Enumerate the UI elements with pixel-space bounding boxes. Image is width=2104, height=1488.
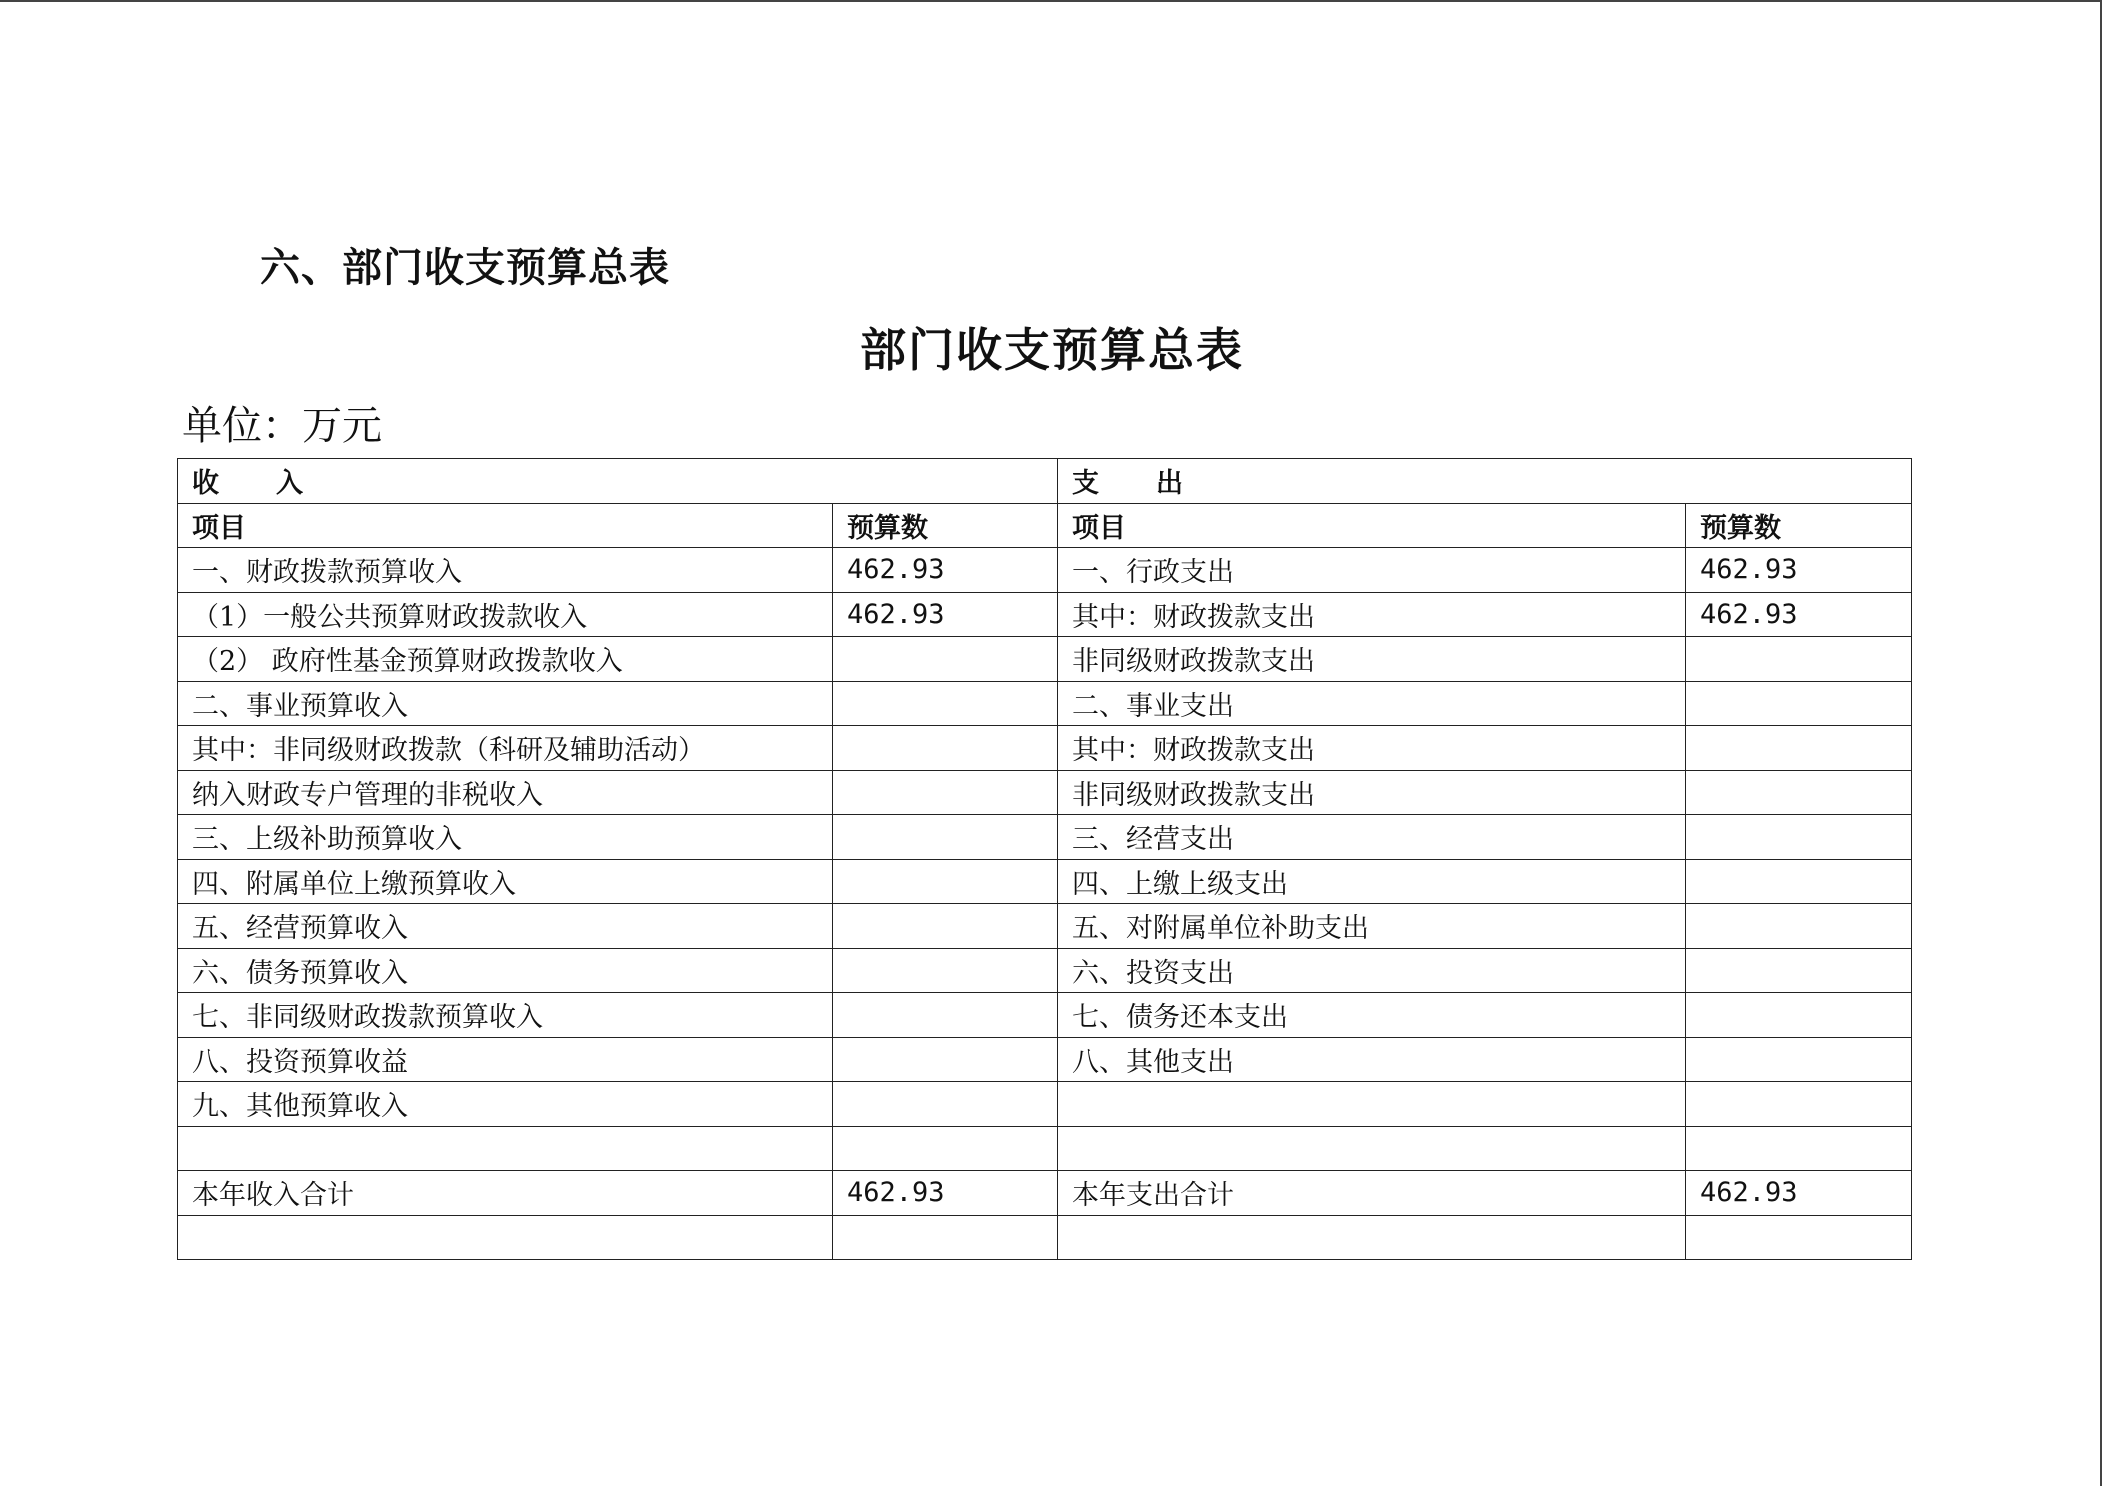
unit-label: 单位：万元: [182, 403, 382, 449]
table-row: [178, 904, 1912, 949]
table-row: [178, 681, 1912, 726]
income-item-cell: [178, 1126, 833, 1171]
expense-item-cell: 七、债务还本支出: [1058, 993, 1686, 1038]
expense-amount-cell: [1686, 993, 1912, 1038]
group-header-row: [178, 459, 1912, 504]
expense-item-cell: 四、上缴上级支出: [1058, 859, 1686, 904]
income-item-cell: 本年收入合计: [178, 1171, 833, 1216]
income-amount-cell: [833, 948, 1058, 993]
income-amount-cell: [833, 993, 1058, 1038]
income-amount-header: 预算数: [833, 503, 1058, 548]
expense-amount-cell: [1686, 859, 1912, 904]
table-row: [178, 592, 1912, 637]
budget-summary-table: [177, 458, 1912, 1260]
income-amount-cell: [833, 1082, 1058, 1127]
table-row: [178, 637, 1912, 682]
income-amount-cell: [833, 1215, 1058, 1260]
table-row: [178, 1082, 1912, 1127]
income-amount-cell: [833, 815, 1058, 860]
income-amount-cell: [833, 904, 1058, 949]
income-item-header: 项目: [178, 503, 833, 548]
expense-item-cell: 三、经营支出: [1058, 815, 1686, 860]
expense-item-cell: 非同级财政拨款支出: [1058, 637, 1686, 682]
expense-amount-cell: [1686, 637, 1912, 682]
income-item-cell: 一、财政拨款预算收入: [178, 548, 833, 593]
income-item-cell: 五、经营预算收入: [178, 904, 833, 949]
expense-amount-cell: 462.93: [1686, 1171, 1912, 1216]
income-amount-cell: [833, 1126, 1058, 1171]
income-item-cell: 二、事业预算收入: [178, 681, 833, 726]
income-amount-cell: 462.93: [833, 592, 1058, 637]
expense-amount-cell: [1686, 770, 1912, 815]
income-amount-cell: 462.93: [833, 1171, 1058, 1216]
column-header-row: [178, 503, 1912, 548]
table-title: 部门收支预算总表: [860, 323, 1244, 377]
income-item-cell: 七、非同级财政拨款预算收入: [178, 993, 833, 1038]
table-row: [178, 726, 1912, 771]
expense-item-cell: [1058, 1126, 1686, 1171]
expense-item-cell: 二、事业支出: [1058, 681, 1686, 726]
income-amount-cell: [833, 859, 1058, 904]
expense-amount-cell: [1686, 1082, 1912, 1127]
section-heading: 六、部门收支预算总表: [260, 245, 670, 291]
expense-item-cell: [1058, 1215, 1686, 1260]
expense-group-header: 支 出: [1058, 459, 1912, 504]
income-item-cell: [178, 1215, 833, 1260]
table-row: [178, 1171, 1912, 1216]
expense-amount-header: 预算数: [1686, 503, 1912, 548]
income-amount-cell: [833, 637, 1058, 682]
table-row: [178, 1037, 1912, 1082]
income-item-cell: 其中：非同级财政拨款（科研及辅助活动）: [178, 726, 833, 771]
expense-amount-cell: [1686, 948, 1912, 993]
income-amount-cell: 462.93: [833, 548, 1058, 593]
income-item-cell: （1）一般公共预算财政拨款收入: [178, 592, 833, 637]
expense-item-cell: 本年支出合计: [1058, 1171, 1686, 1216]
expense-item-cell: 五、对附属单位补助支出: [1058, 904, 1686, 949]
expense-item-cell: 六、投资支出: [1058, 948, 1686, 993]
expense-amount-cell: [1686, 1215, 1912, 1260]
table-row: [178, 993, 1912, 1038]
income-item-cell: 九、其他预算收入: [178, 1082, 833, 1127]
income-item-cell: 三、上级补助预算收入: [178, 815, 833, 860]
income-item-cell: 六、债务预算收入: [178, 948, 833, 993]
income-amount-cell: [833, 726, 1058, 771]
expense-amount-cell: 462.93: [1686, 548, 1912, 593]
income-item-cell: （2） 政府性基金预算财政拨款收入: [178, 637, 833, 682]
income-item-cell: 八、投资预算收益: [178, 1037, 833, 1082]
income-group-header: 收 入: [178, 459, 1058, 504]
table-row: [178, 948, 1912, 993]
income-item-cell: 纳入财政专户管理的非税收入: [178, 770, 833, 815]
expense-amount-cell: [1686, 726, 1912, 771]
expense-item-cell: 其中：财政拨款支出: [1058, 726, 1686, 771]
expense-amount-cell: 462.93: [1686, 592, 1912, 637]
expense-item-cell: [1058, 1082, 1686, 1127]
expense-amount-cell: [1686, 1037, 1912, 1082]
table-row: [178, 1126, 1912, 1171]
expense-item-cell: 一、行政支出: [1058, 548, 1686, 593]
expense-amount-cell: [1686, 1126, 1912, 1171]
income-item-cell: 四、附属单位上缴预算收入: [178, 859, 833, 904]
income-amount-cell: [833, 770, 1058, 815]
expense-item-cell: 八、其他支出: [1058, 1037, 1686, 1082]
table-row: [178, 815, 1912, 860]
expense-item-cell: 其中：财政拨款支出: [1058, 592, 1686, 637]
expense-amount-cell: [1686, 681, 1912, 726]
table-row: [178, 1215, 1912, 1260]
table-row: [178, 548, 1912, 593]
expense-amount-cell: [1686, 904, 1912, 949]
expense-item-cell: 非同级财政拨款支出: [1058, 770, 1686, 815]
income-amount-cell: [833, 681, 1058, 726]
income-amount-cell: [833, 1037, 1058, 1082]
expense-amount-cell: [1686, 815, 1912, 860]
table-row: [178, 859, 1912, 904]
table-row: [178, 770, 1912, 815]
expense-item-header: 项目: [1058, 503, 1686, 548]
